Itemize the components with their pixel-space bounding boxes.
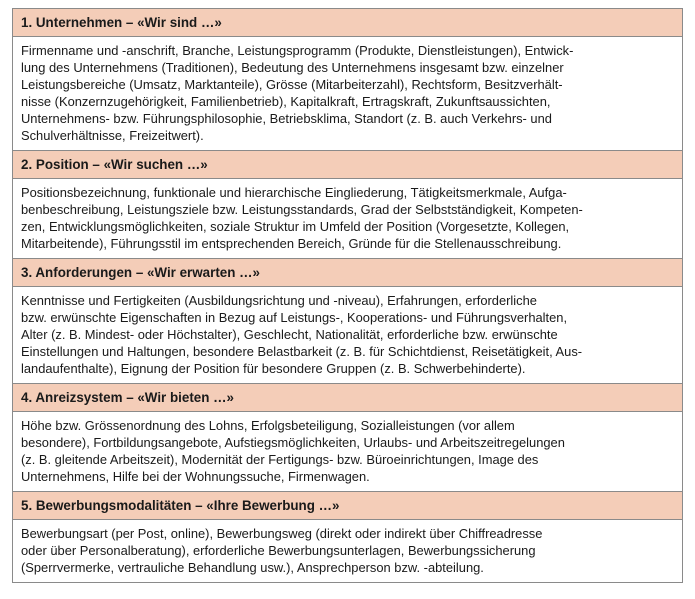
body-line: Kenntnisse und Fertigkeiten (Ausbildungsrichtung und -niveau), Erfahrungen, erforderliche [21, 293, 537, 308]
section-1 [13, 9, 682, 150]
section-4 [13, 383, 682, 491]
section-heading: 3. Anforderungen – «Wir erwarten …» [13, 259, 682, 287]
body-line: benbeschreibung, Leistungsziele bzw. Leistungsstandards, Grad der Selbstständigkeit, Kompeten- [21, 202, 583, 217]
section-heading: 1. Unternehmen – «Wir sind …» [13, 9, 682, 37]
body-line: Mitarbeitende), Führungsstil im entsprechenden Bereich, Gründe für die Stellenausschreibung. [21, 236, 562, 251]
section-2 [13, 150, 682, 258]
body-line: nisse (Konzernzugehörigkeit, Familienbetrieb), Kapitalkraft, Ertragskraft, Zukunftsaussichten, [21, 94, 551, 109]
section-3 [13, 258, 682, 383]
section-heading: 4. Anreizsystem – «Wir bieten …» [13, 384, 682, 412]
body-line: landaufenthalte), Eignung der Position für besondere Gruppen (z. B. Schwerbehinderte). [21, 361, 526, 376]
section-body [13, 520, 682, 582]
body-line: lung des Unternehmens (Traditionen), Bedeutung des Unternehmens insgesamt bzw. einzelner [21, 60, 564, 75]
body-line: Unternehmens, Hilfe bei der Wohnungssuche, Firmenwagen. [21, 469, 370, 484]
body-line: Schulverhältnisse, Freizeitwert). [21, 128, 204, 143]
body-line: (Sperrvermerke, vertrauliche Behandlung usw.), Ansprechperson bzw. -abteilung. [21, 560, 484, 575]
section-body [13, 179, 682, 258]
body-line: Unternehmens- bzw. Führungsphilosophie, Betriebsklima, Standort (z. B. auch Verkehrs- und [21, 111, 552, 126]
body-line: zen, Entwicklungsmöglichkeiten, soziale Struktur im Umfeld der Position (Vorgesetzte, Kollegen, [21, 219, 570, 234]
body-line: Höhe bzw. Grössenordnung des Lohns, Erfolgsbeteiligung, Sozialleistungen (vor allem [21, 418, 515, 433]
body-line: besondere), Fortbildungsangebote, Aufstiegsmöglichkeiten, Urlaubs- und Arbeitszeitregelungen [21, 435, 565, 450]
section-body [13, 287, 682, 383]
body-line: Positionsbezeichnung, funktionale und hierarchische Eingliederung, Tätigkeitsmerkmale, Aufga- [21, 185, 567, 200]
section-heading: 5. Bewerbungsmodalitäten – «Ihre Bewerbung …» [13, 492, 682, 520]
body-line: Alter (z. B. Mindest- oder Höchstalter), Geschlecht, Nationalität, erforderliche bzw. erwünschte [21, 327, 558, 342]
body-line: Einstellungen und Haltungen, besondere Belastbarkeit (z. B. für Schichtdienst, Reisetätigkeit, Aus- [21, 344, 583, 359]
body-line: Firmenname und -anschrift, Branche, Leistungsprogramm (Produkte, Dienstleistungen), Entwick- [21, 43, 574, 58]
body-line: oder über Personalberatung), erforderliche Bewerbungsunterlagen, Bewerbungssicherung [21, 543, 536, 558]
section-heading: 2. Position – «Wir suchen …» [13, 151, 682, 179]
section-body [13, 37, 682, 150]
body-line: Leistungsbereiche (Umsatz, Marktanteile), Grösse (Mitarbeiterzahl), Rechtsform, Besitzverhält- [21, 77, 563, 92]
section-body [13, 412, 682, 491]
section-5 [13, 491, 682, 582]
job-ad-structure-table [12, 8, 683, 583]
body-line: Bewerbungsart (per Post, online), Bewerbungsweg (direkt oder indirekt über Chiffreadresse [21, 526, 543, 541]
body-line: bzw. erwünschte Eigenschaften in Bezug auf Leistungs-, Kooperations- und Führungsverhalten, [21, 310, 568, 325]
body-line: (z. B. gleitende Arbeitszeit), Modernität der Fertigungs- bzw. Büroeinrichtungen, Image des [21, 452, 539, 467]
